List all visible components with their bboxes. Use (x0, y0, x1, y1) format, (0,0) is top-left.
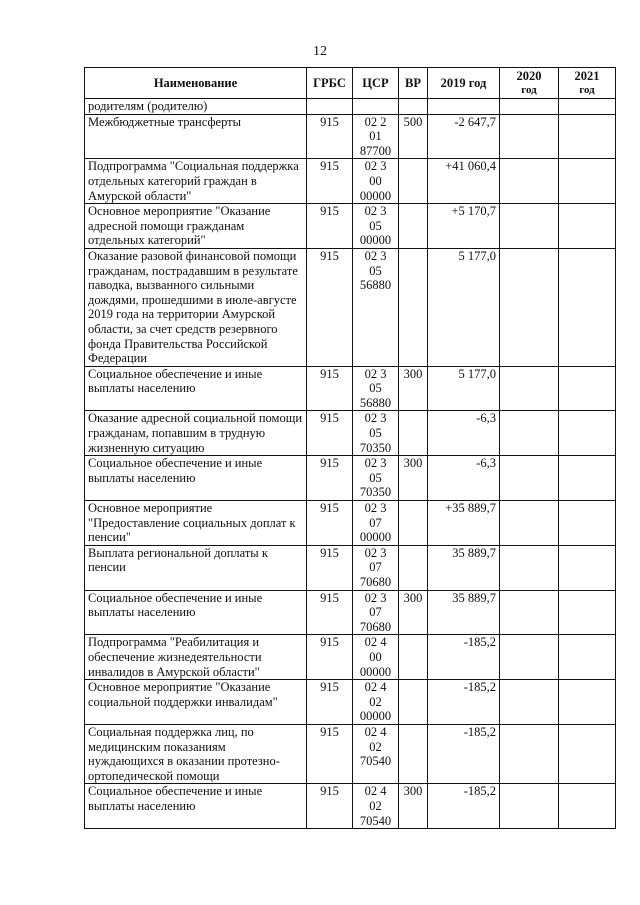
cell-csr: 02 3 05 56880 (353, 366, 399, 411)
table-row (85, 248, 616, 366)
table-row (85, 159, 616, 204)
table-row (85, 680, 616, 725)
table-row (85, 501, 616, 546)
page-number: 12 (313, 44, 327, 59)
table-row (85, 411, 616, 456)
cell-name: Основное мероприятие "Предоставление социальных доплат к пенсии" (85, 501, 307, 546)
cell-2019: -185,2 (428, 724, 500, 783)
cell-csr: 02 4 00 00000 (353, 635, 399, 680)
cell-2019: -6,3 (428, 456, 500, 501)
cell-grbs: 915 (307, 204, 353, 249)
cell-2019: -185,2 (428, 784, 500, 829)
table-body (85, 99, 616, 829)
table-row (85, 366, 616, 411)
cell-name: Социальное обеспечение и иные выплаты населению (85, 456, 307, 501)
cell-grbs: 915 (307, 501, 353, 546)
cell-2021 (559, 114, 616, 159)
cell-2019: +5 170,7 (428, 204, 500, 249)
cell-2020 (500, 635, 559, 680)
cell-2020 (500, 724, 559, 783)
table-row (85, 724, 616, 783)
cell-vr (399, 204, 428, 249)
cell-name: Социальное обеспечение и иные выплаты населению (85, 784, 307, 829)
cell-name: Выплата региональной доплаты к пенсии (85, 545, 307, 590)
cell-2020 (500, 366, 559, 411)
cell-name: Основное мероприятие "Оказание социальной поддержки инвалидам" (85, 680, 307, 725)
cell-vr (399, 724, 428, 783)
cell-2021 (559, 204, 616, 249)
cell-2020 (500, 456, 559, 501)
cell-2020 (500, 545, 559, 590)
cell-name: Социальное обеспечение и иные выплаты населению (85, 590, 307, 635)
table-row (85, 456, 616, 501)
cell-2021 (559, 159, 616, 204)
cell-grbs: 915 (307, 590, 353, 635)
cell-2021 (559, 724, 616, 783)
cell-vr: 300 (399, 456, 428, 501)
cell-2020 (500, 204, 559, 249)
cell-name: родителям (родителю) (85, 99, 307, 115)
cell-2019: +35 889,7 (428, 501, 500, 546)
cell-2019 (428, 99, 500, 115)
cell-2019: 5 177,0 (428, 366, 500, 411)
cell-grbs: 915 (307, 784, 353, 829)
cell-2021 (559, 635, 616, 680)
cell-2021 (559, 680, 616, 725)
cell-vr (399, 635, 428, 680)
table-row (85, 545, 616, 590)
cell-grbs: 915 (307, 456, 353, 501)
cell-2020 (500, 501, 559, 546)
cell-2019: -2 647,7 (428, 114, 500, 159)
cell-csr: 02 3 05 70350 (353, 456, 399, 501)
cell-vr: 300 (399, 784, 428, 829)
table-row (85, 590, 616, 635)
cell-2020 (500, 680, 559, 725)
table-row (85, 784, 616, 829)
cell-vr (399, 411, 428, 456)
cell-2019: -185,2 (428, 635, 500, 680)
cell-csr: 02 3 05 70350 (353, 411, 399, 456)
header-grbs: ГРБС (307, 68, 353, 99)
budget-table (84, 67, 616, 829)
cell-2020 (500, 784, 559, 829)
cell-csr: 02 3 05 00000 (353, 204, 399, 249)
cell-2021 (559, 545, 616, 590)
cell-2019: 5 177,0 (428, 248, 500, 366)
cell-csr: 02 3 07 70680 (353, 590, 399, 635)
cell-2021 (559, 456, 616, 501)
cell-csr: 02 3 07 70680 (353, 545, 399, 590)
cell-name: Межбюджетные трансферты (85, 114, 307, 159)
table-header (85, 68, 616, 99)
cell-vr (399, 99, 428, 115)
header-csr: ЦСР (353, 68, 399, 99)
cell-grbs: 915 (307, 545, 353, 590)
cell-grbs: 915 (307, 248, 353, 366)
cell-2020 (500, 99, 559, 115)
cell-2020 (500, 248, 559, 366)
cell-vr (399, 680, 428, 725)
cell-grbs: 915 (307, 724, 353, 783)
cell-2021 (559, 248, 616, 366)
cell-2019: +41 060,4 (428, 159, 500, 204)
header-2020-year: 2020 (516, 69, 542, 83)
header-2021 (559, 68, 616, 99)
cell-grbs: 915 (307, 635, 353, 680)
cell-vr: 300 (399, 366, 428, 411)
cell-csr: 02 3 00 00000 (353, 159, 399, 204)
cell-2021 (559, 784, 616, 829)
cell-2021 (559, 590, 616, 635)
cell-vr (399, 159, 428, 204)
cell-2019: 35 889,7 (428, 590, 500, 635)
cell-csr (353, 99, 399, 115)
cell-2019: 35 889,7 (428, 545, 500, 590)
cell-name: Социальное обеспечение и иные выплаты населению (85, 366, 307, 411)
cell-name: Подпрограмма "Реабилитация и обеспечение жизнедеятельности инвалидов в Амурской области" (85, 635, 307, 680)
cell-name: Основное мероприятие "Оказание адресной помощи гражданам отдельных категорий" (85, 204, 307, 249)
cell-csr: 02 2 01 87700 (353, 114, 399, 159)
table-row (85, 99, 616, 115)
cell-vr: 300 (399, 590, 428, 635)
cell-2021 (559, 501, 616, 546)
cell-name: Оказание разовой финансовой помощи гражданам, пострадавшим в результате паводка, вызванного сильными дождями, прошедшими в июле-августе 2019 года на территории Амурской области, за счет средств резервного фонда Правительства Российской Федерации (85, 248, 307, 366)
table-row (85, 114, 616, 159)
cell-2019: -185,2 (428, 680, 500, 725)
cell-name: Оказание адресной социальной помощи гражданам, попавшим в трудную жизненную ситуацию (85, 411, 307, 456)
cell-csr: 02 3 05 56880 (353, 248, 399, 366)
table-row (85, 204, 616, 249)
header-2021-sub: год (579, 84, 595, 96)
table-row (85, 635, 616, 680)
cell-csr: 02 4 02 00000 (353, 680, 399, 725)
cell-2020 (500, 159, 559, 204)
cell-name: Социальная поддержка лиц, по медицинским показаниям нуждающихся в оказании протезно-ортопедической помощи (85, 724, 307, 783)
header-2019: 2019 год (428, 68, 500, 99)
cell-2021 (559, 99, 616, 115)
cell-2020 (500, 590, 559, 635)
cell-2019: -6,3 (428, 411, 500, 456)
cell-vr (399, 501, 428, 546)
cell-2021 (559, 411, 616, 456)
header-vr: ВР (399, 68, 428, 99)
header-name: Наименование (85, 68, 307, 99)
cell-grbs: 915 (307, 411, 353, 456)
cell-name: Подпрограмма "Социальная поддержка отдельных категорий граждан в Амурской области" (85, 159, 307, 204)
cell-grbs: 915 (307, 114, 353, 159)
cell-vr: 500 (399, 114, 428, 159)
cell-grbs: 915 (307, 680, 353, 725)
cell-grbs: 915 (307, 366, 353, 411)
cell-2021 (559, 366, 616, 411)
cell-csr: 02 3 07 00000 (353, 501, 399, 546)
cell-csr: 02 4 02 70540 (353, 784, 399, 829)
cell-vr (399, 248, 428, 366)
cell-csr: 02 4 02 70540 (353, 724, 399, 783)
cell-grbs: 915 (307, 159, 353, 204)
cell-2020 (500, 114, 559, 159)
header-2020 (500, 68, 559, 99)
cell-grbs (307, 99, 353, 115)
cell-2020 (500, 411, 559, 456)
header-2020-sub: год (521, 84, 537, 96)
cell-vr (399, 545, 428, 590)
header-2021-year: 2021 (574, 69, 600, 83)
